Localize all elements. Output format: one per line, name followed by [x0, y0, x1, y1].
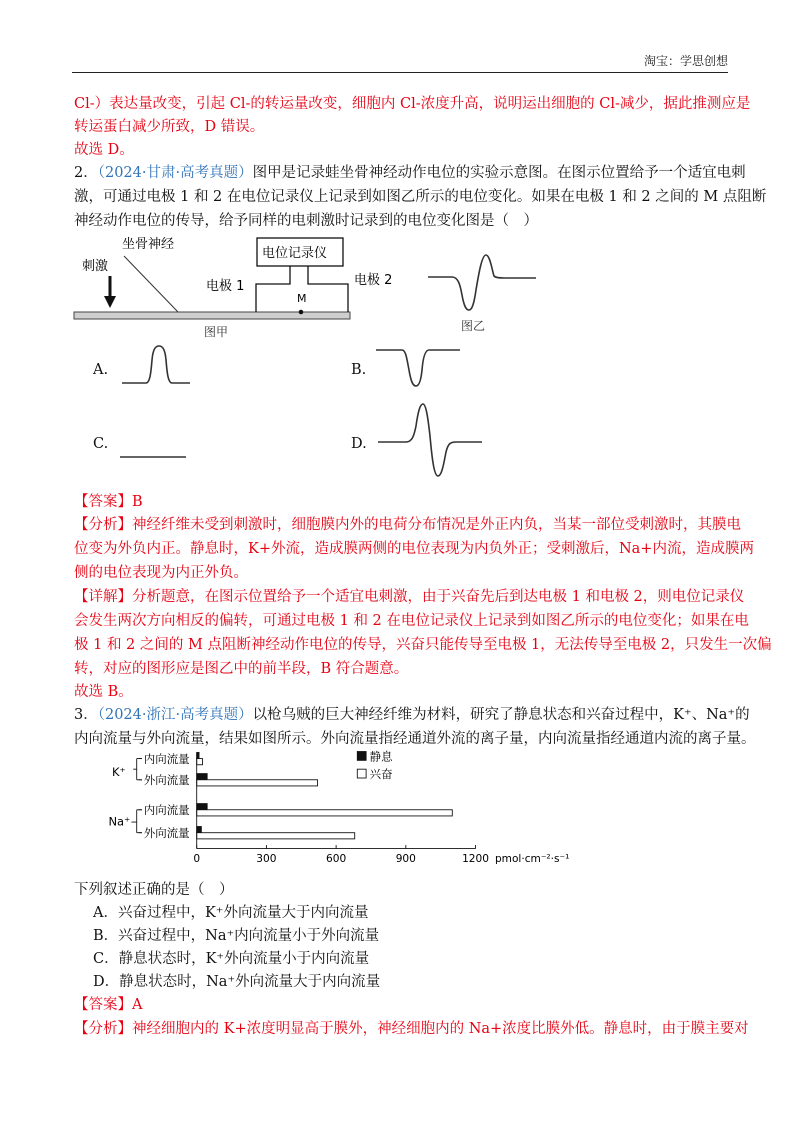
bar-excited [197, 810, 453, 816]
q2-choice: 故选 B。 [74, 684, 133, 700]
stimulus-label: 刺激 [82, 259, 109, 274]
x-tick-label: 300 [256, 852, 277, 865]
q2-option-d-label[interactable]: D. [351, 436, 367, 452]
q3-option-b[interactable]: B．兴奋过程中，Na⁺内向流量小于外向流量 [93, 928, 380, 944]
q2-stem-line-1 [74, 163, 746, 183]
nerve-pointer-line [124, 256, 178, 312]
q2-detail-tag: 【详解】 [74, 589, 132, 605]
q3-option-c[interactable]: C．静息状态时，K⁺外向流量小于内向流量 [93, 951, 370, 967]
electrode-2-wire [308, 266, 348, 312]
q2-answer [74, 492, 143, 512]
q2-analysis-text-1: 神经纤维未受到刺激时，细胞膜内外的电荷分布情况是外正内负，当某一部位受刺激时，其膜电 [132, 517, 741, 533]
category-label: 外向流量 [143, 773, 190, 788]
nerve-label: 坐骨神经 [122, 237, 175, 252]
q3-source: （2024·浙江·高考真题） [97, 707, 253, 723]
q3-stem-text-1: 以枪乌贼的巨大神经纤维为材料，研究了静息状态和兴奋过程中，K⁺、Na⁺的 [252, 707, 750, 723]
bar-excited [197, 780, 318, 786]
prev-text-line-1: Cl-）表达量改变，引起 Cl-的转运量改变，细胞内 Cl-浓度升高，说明运出细胞的 Cl-减少，据此推测应是 [74, 96, 751, 112]
q2-detail-line-2: 会发生两次方向相反的偏转，可通过电极 1 和 2 在电位记录仪上记录到如图乙所示的电位变化；如果在电 [74, 613, 749, 629]
q2-analysis-tag: 【分析】 [74, 517, 132, 533]
q2-number: 2． [74, 165, 98, 181]
q2-analysis-line-3: 侧的电位表现为内正外负。 [74, 565, 248, 581]
nerve-fiber [74, 312, 350, 319]
bracket-na [131, 810, 142, 833]
group-label-na: Na⁺ [108, 814, 131, 829]
waveform-biphasic [428, 255, 536, 310]
x-tick-label: 1200 [462, 852, 489, 865]
bar-excited [197, 759, 203, 765]
recorder-label: 电位记录仪 [262, 246, 328, 261]
figure-yi-caption: 图乙 [461, 319, 486, 333]
category-label: 外向流量 [143, 826, 190, 841]
q2-detail-text-1: 分析题意，在图示位置给予一个适宜电刺激，由于兴奋先后到达电极 1 和电极 2，则电位记录仪 [132, 589, 745, 605]
electrode-1-wire [256, 266, 290, 312]
q2-stem-text-1: 图甲是记录蛙坐骨神经动作电位的实验示意图。在图示位置给予一个适宜电刺 [252, 165, 746, 181]
legend-swatch-excited [357, 769, 366, 778]
x-tick-label: 900 [395, 852, 416, 865]
q2-option-a-wave [120, 342, 192, 388]
legend-label-excited: 兴奋 [369, 767, 393, 781]
q3-analysis-text-1: 神经细胞内的 K+浓度明显高于膜外，神经细胞内的 Na+浓度比膜外低。静息时，由于膜主要对 [132, 1021, 749, 1037]
q2-source: （2024·甘肃·高考真题） [97, 165, 253, 181]
q3-stem-line-2: 内向流量与外向流量，结果如图所示。外向流量指经通道外流的离子量，内向流量指经通道内流的离子量。 [74, 731, 756, 747]
electrode-2-label: 电极 2 [354, 273, 393, 288]
q2-option-c-wave [118, 452, 190, 462]
q2-analysis-line-2: 位变为外负内正。静息时，K+外流，造成膜两侧的电位表现为内负外正；受刺激后，Na+内流，造成膜两 [74, 541, 754, 557]
q2-stem-line-2: 激，可通过电极 1 和 2 在电位记录仪上记录到如图乙所示的电位变化。如果在电极 1 和 2 之间的 M 点阻断 [74, 189, 767, 205]
header-rule [72, 72, 728, 73]
q2-answer-value: B [132, 494, 143, 510]
q3-answer-value: A [132, 997, 143, 1013]
electrode-1-label: 电极 1 [206, 279, 245, 294]
q2-answer-tag: 【答案】 [74, 494, 132, 510]
q3-stem-line-1 [74, 705, 750, 725]
category-label: 内向流量 [143, 752, 190, 766]
point-m-label: M [297, 292, 307, 305]
prev-choice: 故选 D。 [74, 142, 134, 158]
q3-answer [74, 995, 142, 1015]
q3-analysis-line-1 [74, 1019, 749, 1039]
prev-text-line-2: 转运蛋白减少所致，D 错误。 [74, 119, 265, 135]
q2-stem-line-3: 神经动作电位的传导，给予同样的电刺激时记录到的电位变化图是（ ） [74, 213, 538, 229]
q2-analysis-line-1 [74, 515, 741, 535]
x-axis-unit: pmol·cm⁻²·s⁻¹ [494, 852, 570, 865]
bar-excited [197, 833, 355, 839]
bracket-k [133, 759, 142, 780]
legend-label-rest: 静息 [369, 749, 393, 764]
stimulus-arrow-head [104, 296, 116, 308]
q3-number: 3． [74, 707, 98, 723]
x-tick-label: 600 [326, 852, 347, 865]
q2-option-c-label[interactable]: C. [93, 436, 109, 452]
category-label: 内向流量 [143, 803, 190, 818]
q3-option-d[interactable]: D．静息状态时，Na⁺外向流量大于内向流量 [93, 974, 381, 990]
figure-jia [72, 234, 393, 344]
q3-answer-tag: 【答案】 [74, 997, 132, 1013]
q3-option-a[interactable]: A．兴奋过程中，K⁺外向流量大于内向流量 [93, 905, 369, 921]
x-tick-label: 0 [193, 852, 201, 865]
q2-detail-line-3: 极 1 和 2 之间的 M 点阻断神经动作电位的传导，兴奋只能传导至电极 1，无法传导至电极 2，只发生一次偏 [74, 637, 772, 653]
header-brand: 淘宝：学思创想 [643, 54, 728, 68]
q2-option-b-wave [374, 344, 464, 390]
q2-option-a-label[interactable]: A. [93, 362, 109, 378]
group-label-k: K⁺ [112, 765, 126, 780]
point-m-dot [299, 310, 304, 315]
q2-option-b-label[interactable]: B. [351, 362, 367, 378]
q2-detail-line-1 [74, 587, 744, 607]
q2-detail-line-4: 转，对应的图形应是图乙中的前半段，B 符合题意。 [74, 661, 409, 677]
figure-yi [424, 250, 544, 340]
bar-rest [197, 827, 202, 833]
bar-rest [197, 774, 207, 780]
flux-chart [72, 748, 632, 868]
q3-prompt: 下列叙述正确的是（ ） [74, 882, 234, 898]
legend-swatch-rest [357, 752, 366, 761]
q3-analysis-tag: 【分析】 [74, 1021, 132, 1037]
bar-rest [197, 804, 207, 810]
figure-jia-caption: 图甲 [204, 325, 229, 339]
q2-option-d-wave [376, 400, 486, 482]
